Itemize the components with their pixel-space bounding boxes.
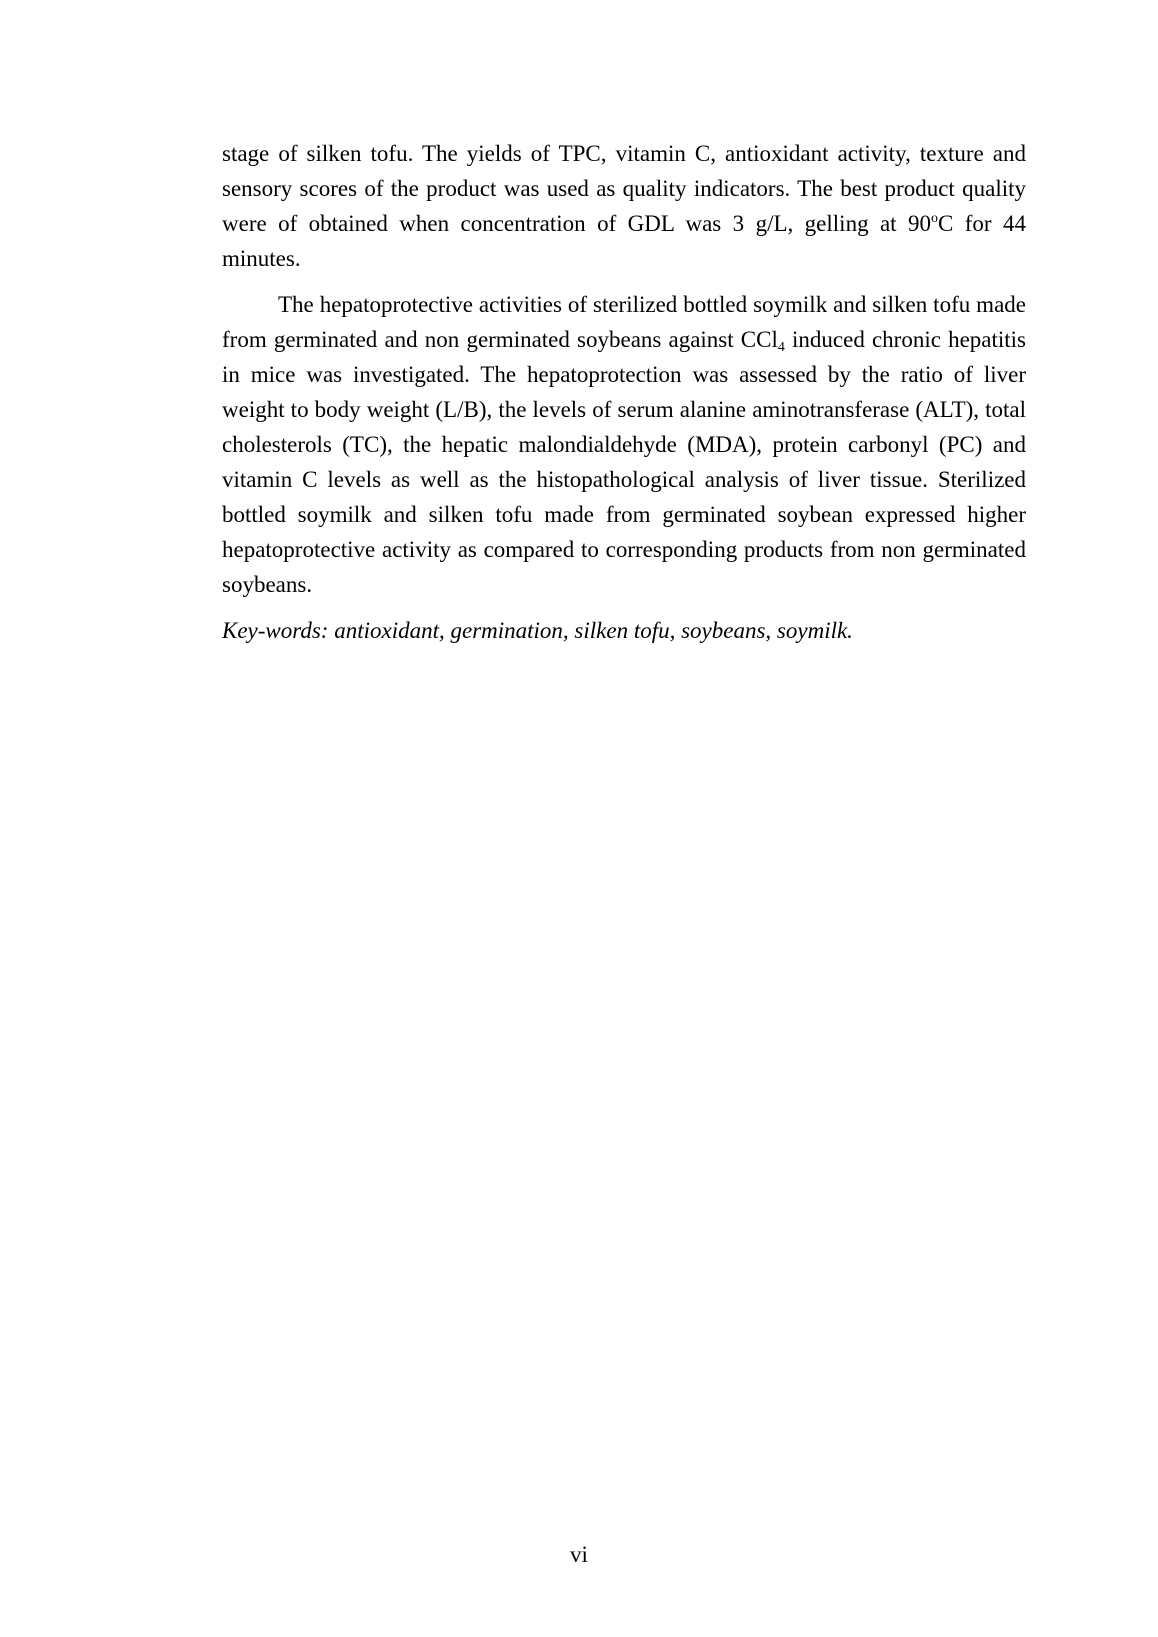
page-number: vi — [570, 1542, 588, 1567]
ccl4-subscript: 4 — [777, 340, 785, 355]
degree-superscript: o — [931, 211, 938, 226]
paragraph-1-text-a: stage of silken tofu. The yields of TPC, vitamin C, antioxidant activity, texture and sensory scores of the product was used as quality indicators. The best product quality were of obtained when concentration of GDL was 3 g/L, gelling at 90 — [222, 141, 1026, 236]
paragraph-1-text-b: C for 44 minutes. — [222, 211, 1026, 271]
abstract-body — [222, 136, 1026, 648]
paragraph-2-text-b: induced chronic hepatitis in mice was investigated. The hepatoprotection was assessed by the ratio of liver weight to body weight (L/B), the levels of serum alanine aminotransferase (ALT), total cholesterols (TC), the hepatic malondialdehyde (MDA), protein carbonyl (PC) and vitamin C levels as well as the histopathological analysis of liver tissue. Sterilized bottled soymilk and silken tofu made from germinated soybean expressed higher hepatoprotective activity as compared to corresponding products from non germinated soybeans. — [222, 327, 1027, 597]
keywords-line: Key-words: antioxidant, germination, silken tofu, soybeans, soymilk. — [222, 618, 853, 643]
paragraph-continued — [222, 136, 1026, 276]
paragraph-2-text-a: The hepatoprotective activities of sterilized bottled soymilk and silken tofu made from germinated and non germinated soybeans against CCl — [222, 292, 1026, 352]
paragraph-hepatoprotective — [222, 287, 1026, 602]
